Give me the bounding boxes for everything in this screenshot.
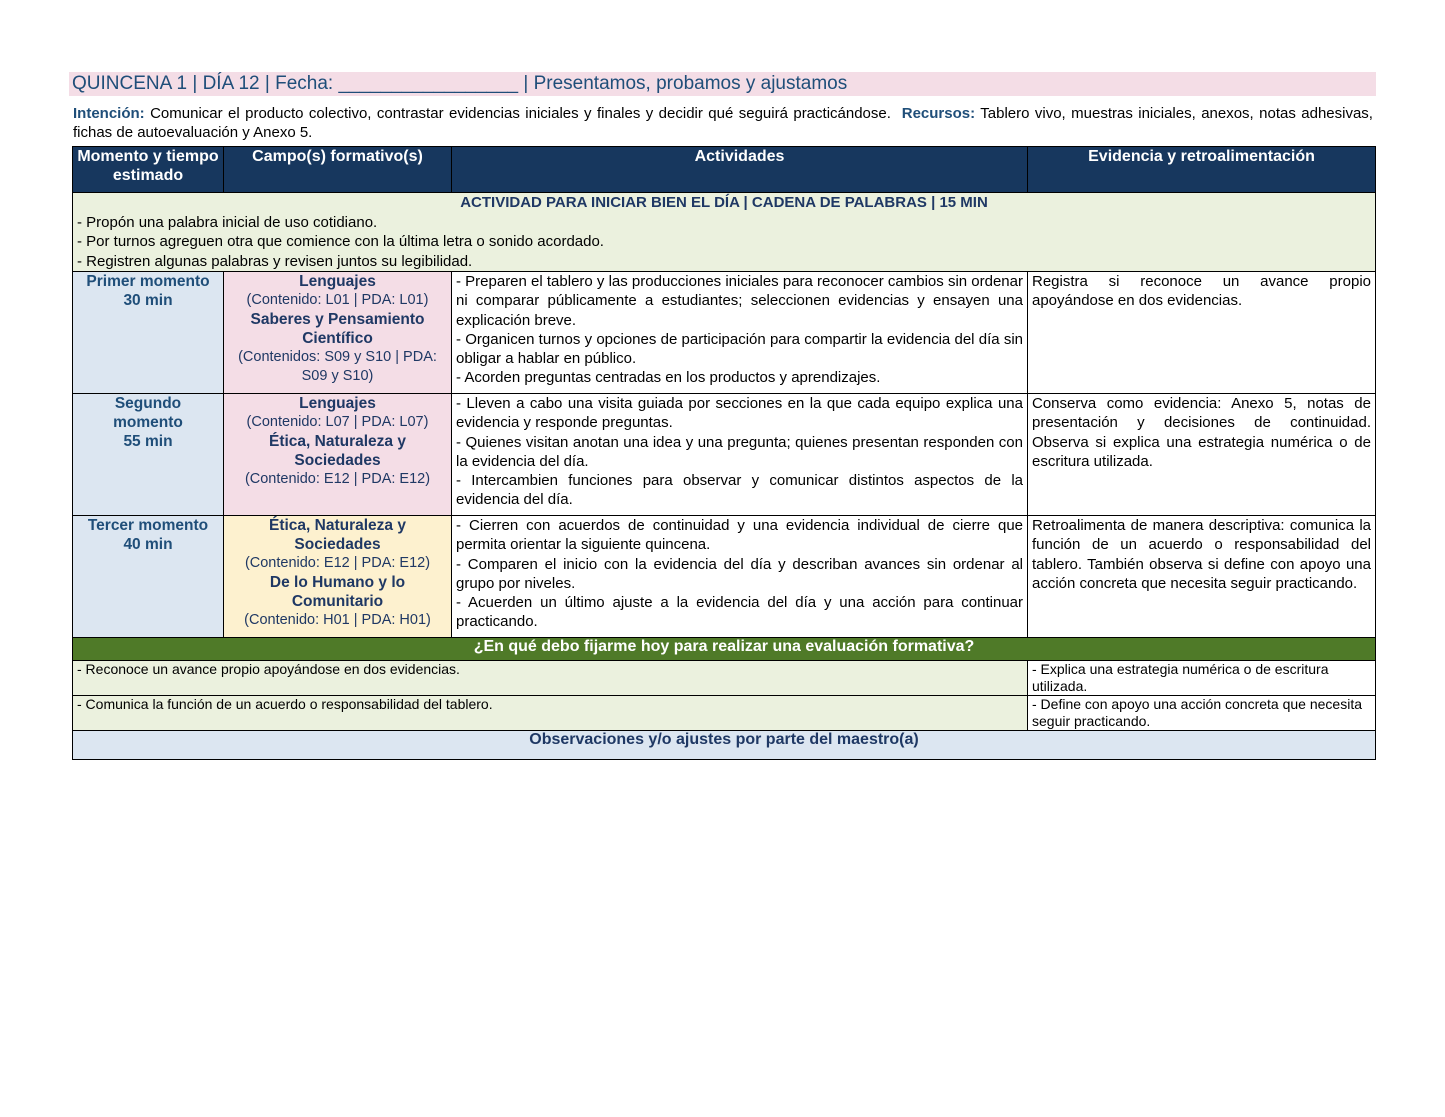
start-activity-item: - Registren algunas palabras y revisen juntos su legibilidad. bbox=[77, 252, 473, 270]
campo-name: Lenguajes bbox=[299, 273, 376, 290]
activity-item: - Lleven a cabo una visita guiada por secciones en la que cada equipo explica una evidencia y responde preguntas. bbox=[456, 395, 1023, 432]
activity-item: - Organicen turnos y opciones de participación para compartir la evidencia del día sin obligar a hablar en público. bbox=[456, 330, 1023, 368]
campo-code: (Contenido: L07 | PDA: L07) bbox=[246, 414, 429, 430]
activities-cell bbox=[452, 516, 1028, 638]
evidence-cell: Retroalimenta de manera descriptiva: comunica la función de un acuerdo o responsabilidad del tablero. También observa si define con apoyo una acción concreta que necesita seguir practicando. bbox=[1028, 516, 1376, 638]
table-row bbox=[73, 272, 1376, 394]
campo-code: (Contenido: E12 | PDA: E12) bbox=[244, 555, 431, 571]
moment-name: Segundo momento bbox=[113, 395, 183, 431]
header-evidence: Evidencia y retroalimentación bbox=[1028, 147, 1376, 193]
activity-item: - Preparen el tablero y las producciones iniciales para reconocer cambios sin ordenar ni comparar públicamente a estudiantes; seleccionen evidencias y ensayen una explicación breve. bbox=[456, 273, 1023, 329]
header-campo: Campo(s) formativo(s) bbox=[224, 147, 452, 193]
page-title: QUINCENA 1 | DÍA 12 | Fecha: _________________ | Presentamos, probamos y ajustamos bbox=[72, 73, 848, 94]
moment-cell bbox=[73, 516, 224, 638]
header-moment: Momento y tiempo estimado bbox=[73, 147, 224, 193]
campo-code: (Contenidos: S09 y S10 | PDA: S09 y S10) bbox=[238, 349, 437, 384]
formative-item: - Comunica la función de un acuerdo o responsabilidad del tablero. bbox=[73, 696, 1028, 731]
formative-item: - Reconoce un avance propio apoyándose en dos evidencias. bbox=[73, 661, 1028, 696]
campo-cell bbox=[224, 516, 452, 638]
lesson-plan-table bbox=[72, 146, 1376, 760]
start-activity-title: ACTIVIDAD PARA INICIAR BIEN EL DÍA | CADENA DE PALABRAS | 15 MIN bbox=[460, 194, 988, 211]
table-row bbox=[73, 516, 1376, 638]
activity-item: - Cierren con acuerdos de continuidad y una evidencia individual de cierre que permita orientar la siguiente quincena. bbox=[456, 517, 1023, 554]
moment-time: 40 min bbox=[123, 536, 173, 553]
moment-time: 55 min bbox=[123, 433, 173, 450]
campo-name: Ética, Naturaleza y Sociedades bbox=[269, 517, 406, 553]
moment-cell bbox=[73, 272, 224, 394]
campo-code: (Contenido: L01 | PDA: L01) bbox=[246, 292, 429, 308]
intention-paragraph bbox=[73, 104, 1373, 142]
header-activities: Actividades bbox=[452, 147, 1028, 193]
start-activity-item: - Propón una palabra inicial de uso cotidiano. bbox=[77, 213, 378, 231]
activity-item: - Intercambien funciones para observar y comunicar distintos aspectos de la evidencia del día. bbox=[456, 472, 1023, 509]
activity-item: - Comparen el inicio con la evidencia del día y describan avances sin ordenar al grupo por niveles. bbox=[456, 555, 1023, 592]
table-row bbox=[73, 394, 1376, 516]
campo-code: (Contenido: H01 | PDA: H01) bbox=[244, 612, 431, 628]
intention-label: Intención: bbox=[73, 105, 145, 122]
moment-cell bbox=[73, 394, 224, 516]
moment-time: 30 min bbox=[123, 292, 173, 309]
moment-name: Tercer momento bbox=[87, 517, 209, 534]
campo-name: Ética, Naturaleza y Sociedades bbox=[269, 433, 406, 469]
activity-item: - Acuerden un último ajuste a la evidencia del día y una acción para continuar practicando. bbox=[456, 594, 1023, 631]
activities-cell bbox=[452, 272, 1028, 394]
campo-cell bbox=[224, 394, 452, 516]
formative-item: - Define con apoyo una acción concreta que necesita seguir practicando. bbox=[1028, 696, 1376, 731]
evidence-cell: Conserva como evidencia: Anexo 5, notas de presentación y decisiones de continuidad. Observa si explica una estrategia numérica o de escritura utilizada. bbox=[1028, 394, 1376, 516]
intention-text: Comunicar el producto colectivo, contrastar evidencias iniciales y finales y decidir qué seguirá practicándose. bbox=[150, 105, 891, 122]
resources-label: Recursos: bbox=[901, 105, 976, 122]
activity-item: - Acorden preguntas centradas en los productos y aprendizajes. bbox=[456, 369, 881, 387]
campo-cell bbox=[224, 272, 452, 394]
formative-item: - Explica una estrategia numérica o de escritura utilizada. bbox=[1028, 661, 1376, 696]
start-activity bbox=[73, 193, 1376, 272]
activity-item: - Quienes visitan anotan una idea y una pregunta; quienes presentan responden con la evidencia del día. bbox=[456, 433, 1023, 470]
campo-name: De lo Humano y lo Comunitario bbox=[269, 574, 406, 610]
campo-code: (Contenido: E12 | PDA: E12) bbox=[244, 471, 431, 487]
title-bar bbox=[69, 72, 1376, 96]
campo-name: Lenguajes bbox=[299, 395, 376, 412]
activities-cell bbox=[452, 394, 1028, 516]
moment-name: Primer momento bbox=[86, 273, 210, 290]
evidence-cell: Registra si reconoce un avance propio apoyándose en dos evidencias. bbox=[1028, 272, 1376, 394]
start-activity-item: - Por turnos agreguen otra que comience con la última letra o sonido acordado. bbox=[77, 233, 604, 250]
resources-text: Tablero vivo, muestras iniciales, anexos, notas adhesivas, fichas de autoevaluación y Anexo 5. bbox=[73, 105, 1373, 141]
formative-eval-title: ¿En qué debo fijarme hoy para realizar una evaluación formativa? bbox=[73, 638, 1376, 661]
observations-row: Observaciones y/o ajustes por parte del maestro(a) bbox=[73, 731, 1376, 760]
campo-name: Saberes y Pensamiento Científico bbox=[250, 311, 425, 347]
